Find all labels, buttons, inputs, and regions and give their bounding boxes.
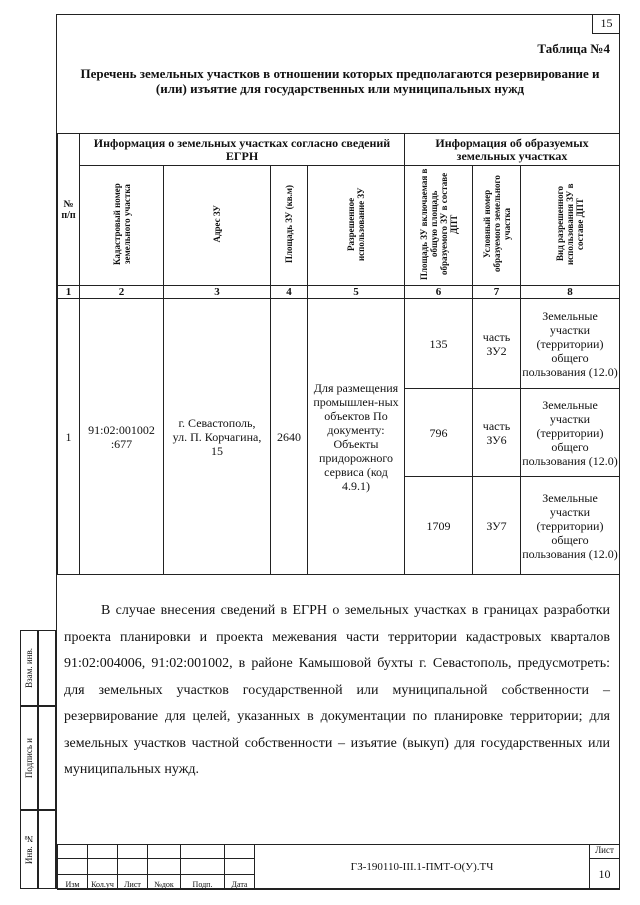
stamp-cell [58,845,88,859]
body-paragraph: В случае внесения сведений в ЕГРН о земельных участках в границах разработки проекта планировки и проекта межевания части территории кадастровых кварталов 91:02:004006, 91:02:001002, в районе Камышовой бухты г. Севастополь, предусмотреть: для земельных участков государственной или муниципальной собственности – резервирование для целей, указанных в документации по планировке территории; для земельных участков частной собственности – изъятие (выкуп) для государственных или муниципальных нужд. [64,603,610,777]
table-title: Перечень земельных участков в отношении которых предполагаются резервирование и (или) изъятие для государственных или муниципальных нужд [80,66,600,96]
stamp-cell [148,845,181,859]
stamp-cell [181,859,225,875]
stamp-cell [148,859,181,875]
stamp-col-data: Дата [225,875,255,890]
col-header-num: № п/п [58,134,80,286]
stamp-cell [88,859,118,875]
col-header-area: Площадь ЗУ (кв.м) [271,166,308,286]
stamp-col-podp: Подп. [181,875,225,890]
group-header-egrn: Информация о земельных участках согласно сведений ЕГРН [80,134,405,166]
side-label-replace-inv: Взам. инв. [20,630,38,706]
col-header-use: Разрешенное использование ЗУ [308,166,405,286]
stamp-cell [181,845,225,859]
dpt-use: Земельные участки (территории) общего пользования (12.0) [521,299,620,389]
cadastral-number: 91:02:001002 :677 [80,299,164,575]
stamp-col-izm: Изм [58,875,88,890]
included-area: 135 [405,299,473,389]
col-number: 4 [271,286,308,299]
title-block [57,844,620,889]
sheet-number: 10 [590,859,620,890]
col-header-cadastral: Кадастровый номер земельного участка [80,166,164,286]
conditional-number: ЗУ7 [473,477,521,575]
col-header-cond-number: Условный номер образуемого земельного участка [473,166,521,286]
stamp-col-list: Лист [118,875,148,890]
stamp-col-ndok: №док [148,875,181,890]
column-number-row [58,286,620,299]
side-cell [38,630,56,706]
side-label-inv-number: Инв. № [20,810,38,889]
stamp-cell [88,845,118,859]
col-number: 5 [308,286,405,299]
stamp-cell [118,845,148,859]
col-number: 6 [405,286,473,299]
row-number: 1 [58,299,80,575]
col-header-included-area: Площадь ЗУ включаемая в общую площадь образуемого ЗУ в составе ДПТ [405,166,473,286]
plot-area: 2640 [271,299,308,575]
side-cell [38,706,56,810]
stamp-cell [118,859,148,875]
col-header-dpt-use: Вид разрешенного использования ЗУ в составе ДПТ [521,166,620,286]
dpt-use: Земельные участки (территории) общего пользования (12.0) [521,477,620,575]
col-number: 3 [164,286,271,299]
col-number: 2 [80,286,164,299]
dpt-use: Земельные участки (территории) общего пользования (12.0) [521,389,620,477]
sheet-label: Лист [590,845,620,859]
col-number: 7 [473,286,521,299]
permitted-use: Для размещения промышлен-ных объектов По документу: Объекты придорожного сервиса (код 4.9.1) [308,299,405,575]
land-plots-table [57,133,620,575]
stamp-cell [225,859,255,875]
corner-page-number: 15 [592,14,620,34]
side-cell [38,810,56,889]
side-label-signature: Подпись и [20,706,38,810]
group-header-formed: Информация об образуемых земельных участках [405,134,620,166]
col-number: 8 [521,286,620,299]
document-code: ГЗ-190110-III.1-ПМТ-О(У).ТЧ [255,845,590,890]
included-area: 1709 [405,477,473,575]
conditional-number: часть ЗУ2 [473,299,521,389]
col-number: 1 [58,286,80,299]
col-header-address: Адрес ЗУ [164,166,271,286]
stamp-cell [58,859,88,875]
table-number: Таблица №4 [537,41,610,56]
stamp-cell [225,845,255,859]
stamp-col-koluch: Кол.уч [88,875,118,890]
included-area: 796 [405,389,473,477]
table-row [58,299,620,389]
conditional-number: часть ЗУ6 [473,389,521,477]
plot-address: г. Севастополь, ул. П. Корчагина, 15 [164,299,271,575]
